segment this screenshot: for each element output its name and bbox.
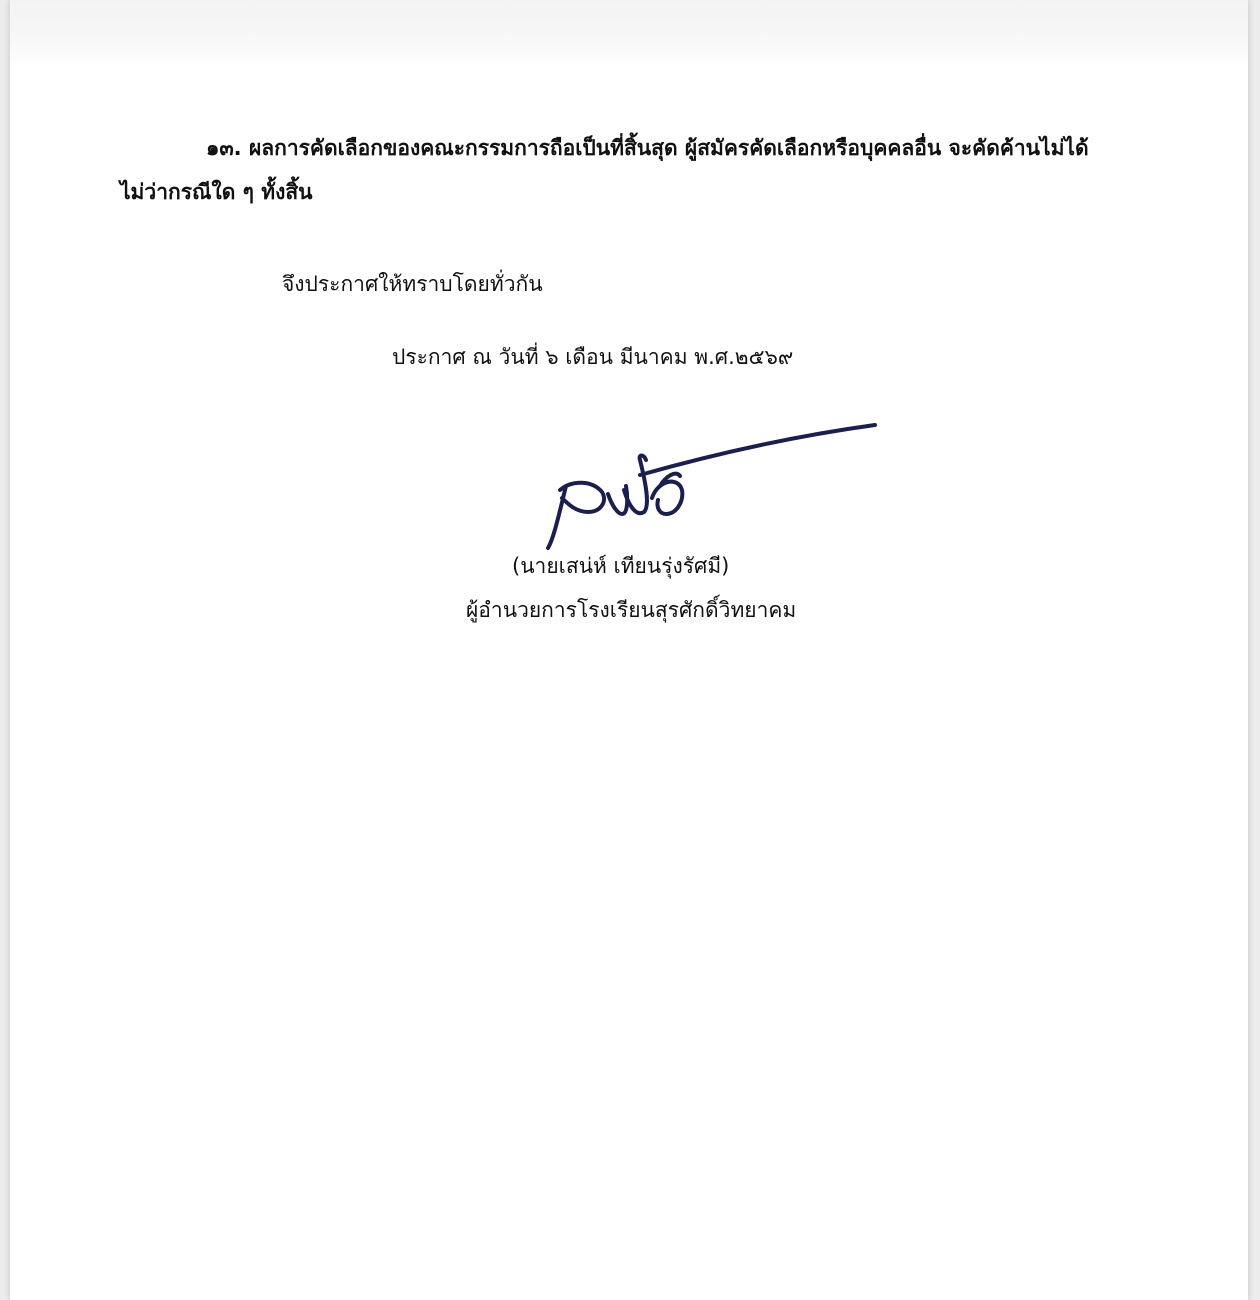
clause-13-line-2: ไม่ว่ากรณีใด ๆ ทั้งสิ้น <box>120 180 313 204</box>
handwritten-signature <box>530 420 890 550</box>
document-page <box>10 0 1248 1300</box>
announcement-notice: จึงประกาศให้ทราบโดยทั่วกัน <box>282 272 543 296</box>
clause-13-line-1: ๑๓. ผลการคัดเลือกของคณะกรรมการถือเป็นที่สิ้นสุด ผู้สมัครคัดเลือกหรือบุคคลอื่น จะคัดค้านไม่ได้ <box>206 136 1089 160</box>
signer-title: ผู้อำนวยการโรงเรียนสุรศักดิ์วิทยาคม <box>466 598 797 622</box>
announcement-date: ประกาศ ณ วันที่ ๖ เดือน มีนาคม พ.ศ.๒๕๖๙ <box>392 345 794 369</box>
page-top-shadow <box>10 0 1248 70</box>
signer-name: (นายเสน่ห์ เทียนรุ่งรัศมี) <box>512 554 730 578</box>
